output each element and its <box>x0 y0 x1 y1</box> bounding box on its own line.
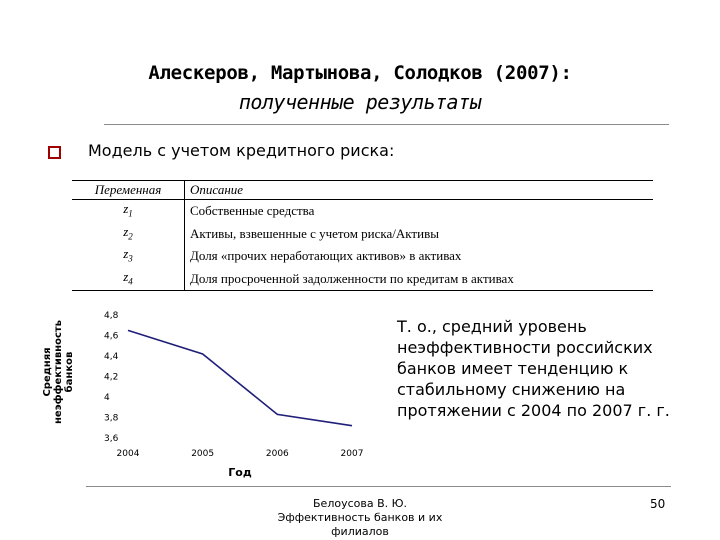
x-axis-label: Год <box>228 466 252 479</box>
variable-name: $z_4$ <box>123 268 133 287</box>
header-variable: Переменная <box>72 181 185 200</box>
variable-description: Собственные средства <box>190 203 315 219</box>
y-tick-label: 3,8 <box>104 413 119 424</box>
table-row <box>72 223 653 246</box>
page-number: 50 <box>650 497 666 511</box>
y-tick-label: 4,2 <box>104 372 119 383</box>
y-axis-label: Средняянеэффективностьбанков <box>42 320 75 424</box>
x-tick-label: 2007 <box>340 449 364 459</box>
variable-name: $z_2$ <box>123 223 133 242</box>
table-row <box>72 268 653 291</box>
bullet-text: Модель с учетом кредитного риска: <box>88 141 395 160</box>
footer-divider <box>86 486 671 487</box>
conclusion-text: Т. о., средний уровень неэффективности российских банков имеет тенденцию к стабильному снижению на протяжении с 2004 по 2007 г. г. <box>397 317 670 420</box>
table-row <box>72 245 653 268</box>
title-divider <box>104 124 669 125</box>
header-description: Описание <box>185 181 654 200</box>
x-tick-label: 2004 <box>116 449 140 459</box>
footer <box>230 497 490 539</box>
x-tick-label: 2006 <box>265 449 289 459</box>
series-line <box>128 330 352 425</box>
square-bullet-icon <box>48 146 61 159</box>
slide-title: Алескеров, Мартынова, Солодков (2007): <box>148 62 572 84</box>
x-tick-label: 2005 <box>191 449 215 459</box>
variable-name: $z_1$ <box>123 201 133 219</box>
footer-author: Белоусова В. Ю. <box>313 497 407 510</box>
y-tick-label: 4,8 <box>104 311 119 321</box>
variable-description: Активы, взвешенные с учетом риска/Активы <box>190 225 439 241</box>
variable-description: Доля просроченной задолженности по кредитам в активах <box>185 268 654 291</box>
variable-description: Доля «прочих неработающих активов» в активах <box>190 248 462 264</box>
table-header-row <box>72 181 653 200</box>
y-tick-label: 3,6 <box>104 434 119 444</box>
variables-table <box>72 180 653 291</box>
footer-title-line1: Эффективность банков и их <box>277 511 443 524</box>
footer-title-line2: филиалов <box>331 525 389 538</box>
table-row <box>72 200 653 223</box>
y-tick-label: 4,6 <box>104 331 119 342</box>
y-tick-label: 4 <box>104 393 110 403</box>
slide-subtitle: полученные результаты <box>238 90 482 114</box>
variable-name: $z_3$ <box>123 246 133 264</box>
y-tick-label: 4,4 <box>104 352 119 362</box>
